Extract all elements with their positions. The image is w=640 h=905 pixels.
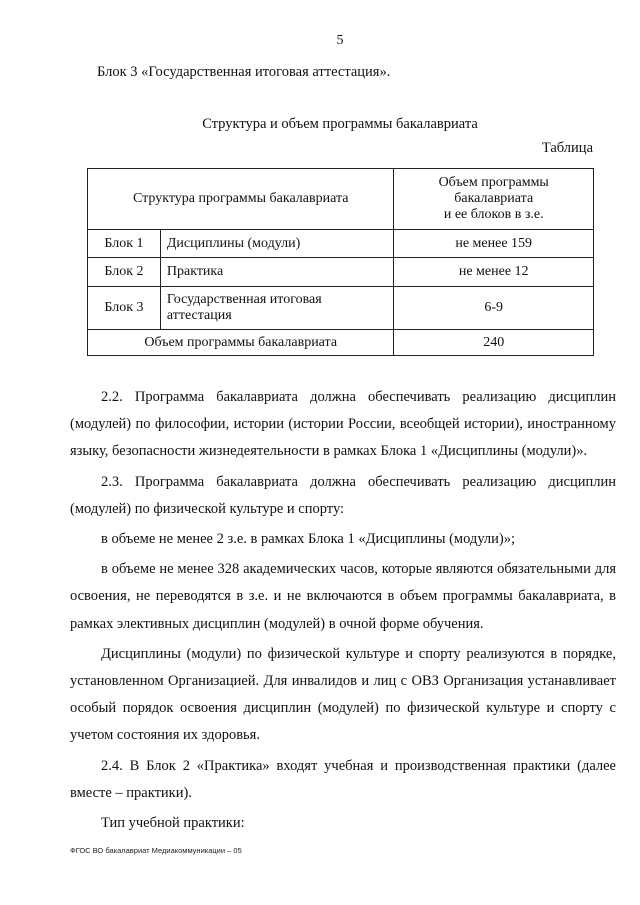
table-row bbox=[88, 287, 594, 330]
table-label: Таблица bbox=[541, 140, 593, 156]
paragraph-2-3: 2.3. Программа бакалавриата должна обеспечивать реализацию дисциплин (модулей) по физической культуре и спорту: bbox=[70, 473, 616, 517]
name-cell: Дисциплины (модули) bbox=[160, 230, 394, 258]
header-structure: Структура программы бакалавриата bbox=[88, 169, 394, 230]
paragraph-2-4: 2.4. В Блок 2 «Практика» входят учебная и производственная практики (далее вместе – практики). bbox=[70, 757, 616, 801]
block-cell: Блок 1 bbox=[88, 230, 161, 258]
paragraph-practice-type: Тип учебной практики: bbox=[101, 815, 245, 832]
table-header-row bbox=[88, 169, 594, 230]
structure-table bbox=[87, 168, 594, 356]
table-total-row bbox=[88, 330, 594, 356]
header-volume-line-2: бакалавриата bbox=[454, 191, 534, 206]
total-value: 240 bbox=[394, 330, 594, 356]
table-row bbox=[88, 258, 594, 287]
name-cell: Практика bbox=[160, 258, 394, 287]
name-line-1: Государственная итоговая bbox=[166, 292, 322, 307]
block-cell: Блок 2 bbox=[88, 258, 161, 287]
paragraph-pe-order: Дисциплины (модули) по физической культуре и спорту реализуются в порядке, установленном Организацией. Для инвалидов и лиц с ОВЗ Организация устанавливает особый порядок освоения дисциплин (модулей) по физической культуре и спорту с учетом состояния их здоровья. bbox=[70, 645, 616, 744]
name-line-2: аттестация bbox=[166, 308, 232, 323]
footer: ФГОС ВО бакалавриат Медиакоммуникации – 05 bbox=[70, 846, 242, 855]
block-cell: Блок 3 bbox=[88, 287, 161, 330]
header-volume-line-1: Объем программы bbox=[438, 175, 549, 190]
paragraph-2-2: 2.2. Программа бакалавриата должна обеспечивать реализацию дисциплин (модулей) по философии, истории (истории России, всеобщей истории), иностранному языку, безопасности жизнедеятельности в рамках Блока 1 «Дисциплины (модули)». bbox=[70, 389, 616, 460]
table-title: Структура и объем программы бакалавриата bbox=[202, 116, 478, 132]
block3-line: Блок 3 «Государственная итоговая аттестация». bbox=[97, 64, 391, 80]
body-text bbox=[70, 384, 616, 837]
volume-cell: 6-9 bbox=[394, 287, 594, 330]
name-cell bbox=[160, 287, 394, 330]
total-label: Объем программы бакалавриата bbox=[88, 330, 394, 356]
table-row bbox=[88, 230, 594, 258]
volume-cell: не менее 159 bbox=[394, 230, 594, 258]
paragraph-volume-hours: в объеме не менее 328 академических часов, которые являются обязательными для освоения, не переводятся в з.е. и не включаются в объем программы бакалавриата, в рамках элективных дисциплин (модулей) в очной форме обучения. bbox=[70, 561, 616, 632]
page-number: 5 bbox=[336, 33, 344, 48]
volume-cell: не менее 12 bbox=[394, 258, 594, 287]
header-volume-line-3: и ее блоков в з.е. bbox=[443, 207, 544, 222]
paragraph-volume-ze: в объеме не менее 2 з.е. в рамках Блока 1 «Дисциплины (модули)»; bbox=[101, 531, 516, 548]
header-volume bbox=[394, 169, 594, 230]
